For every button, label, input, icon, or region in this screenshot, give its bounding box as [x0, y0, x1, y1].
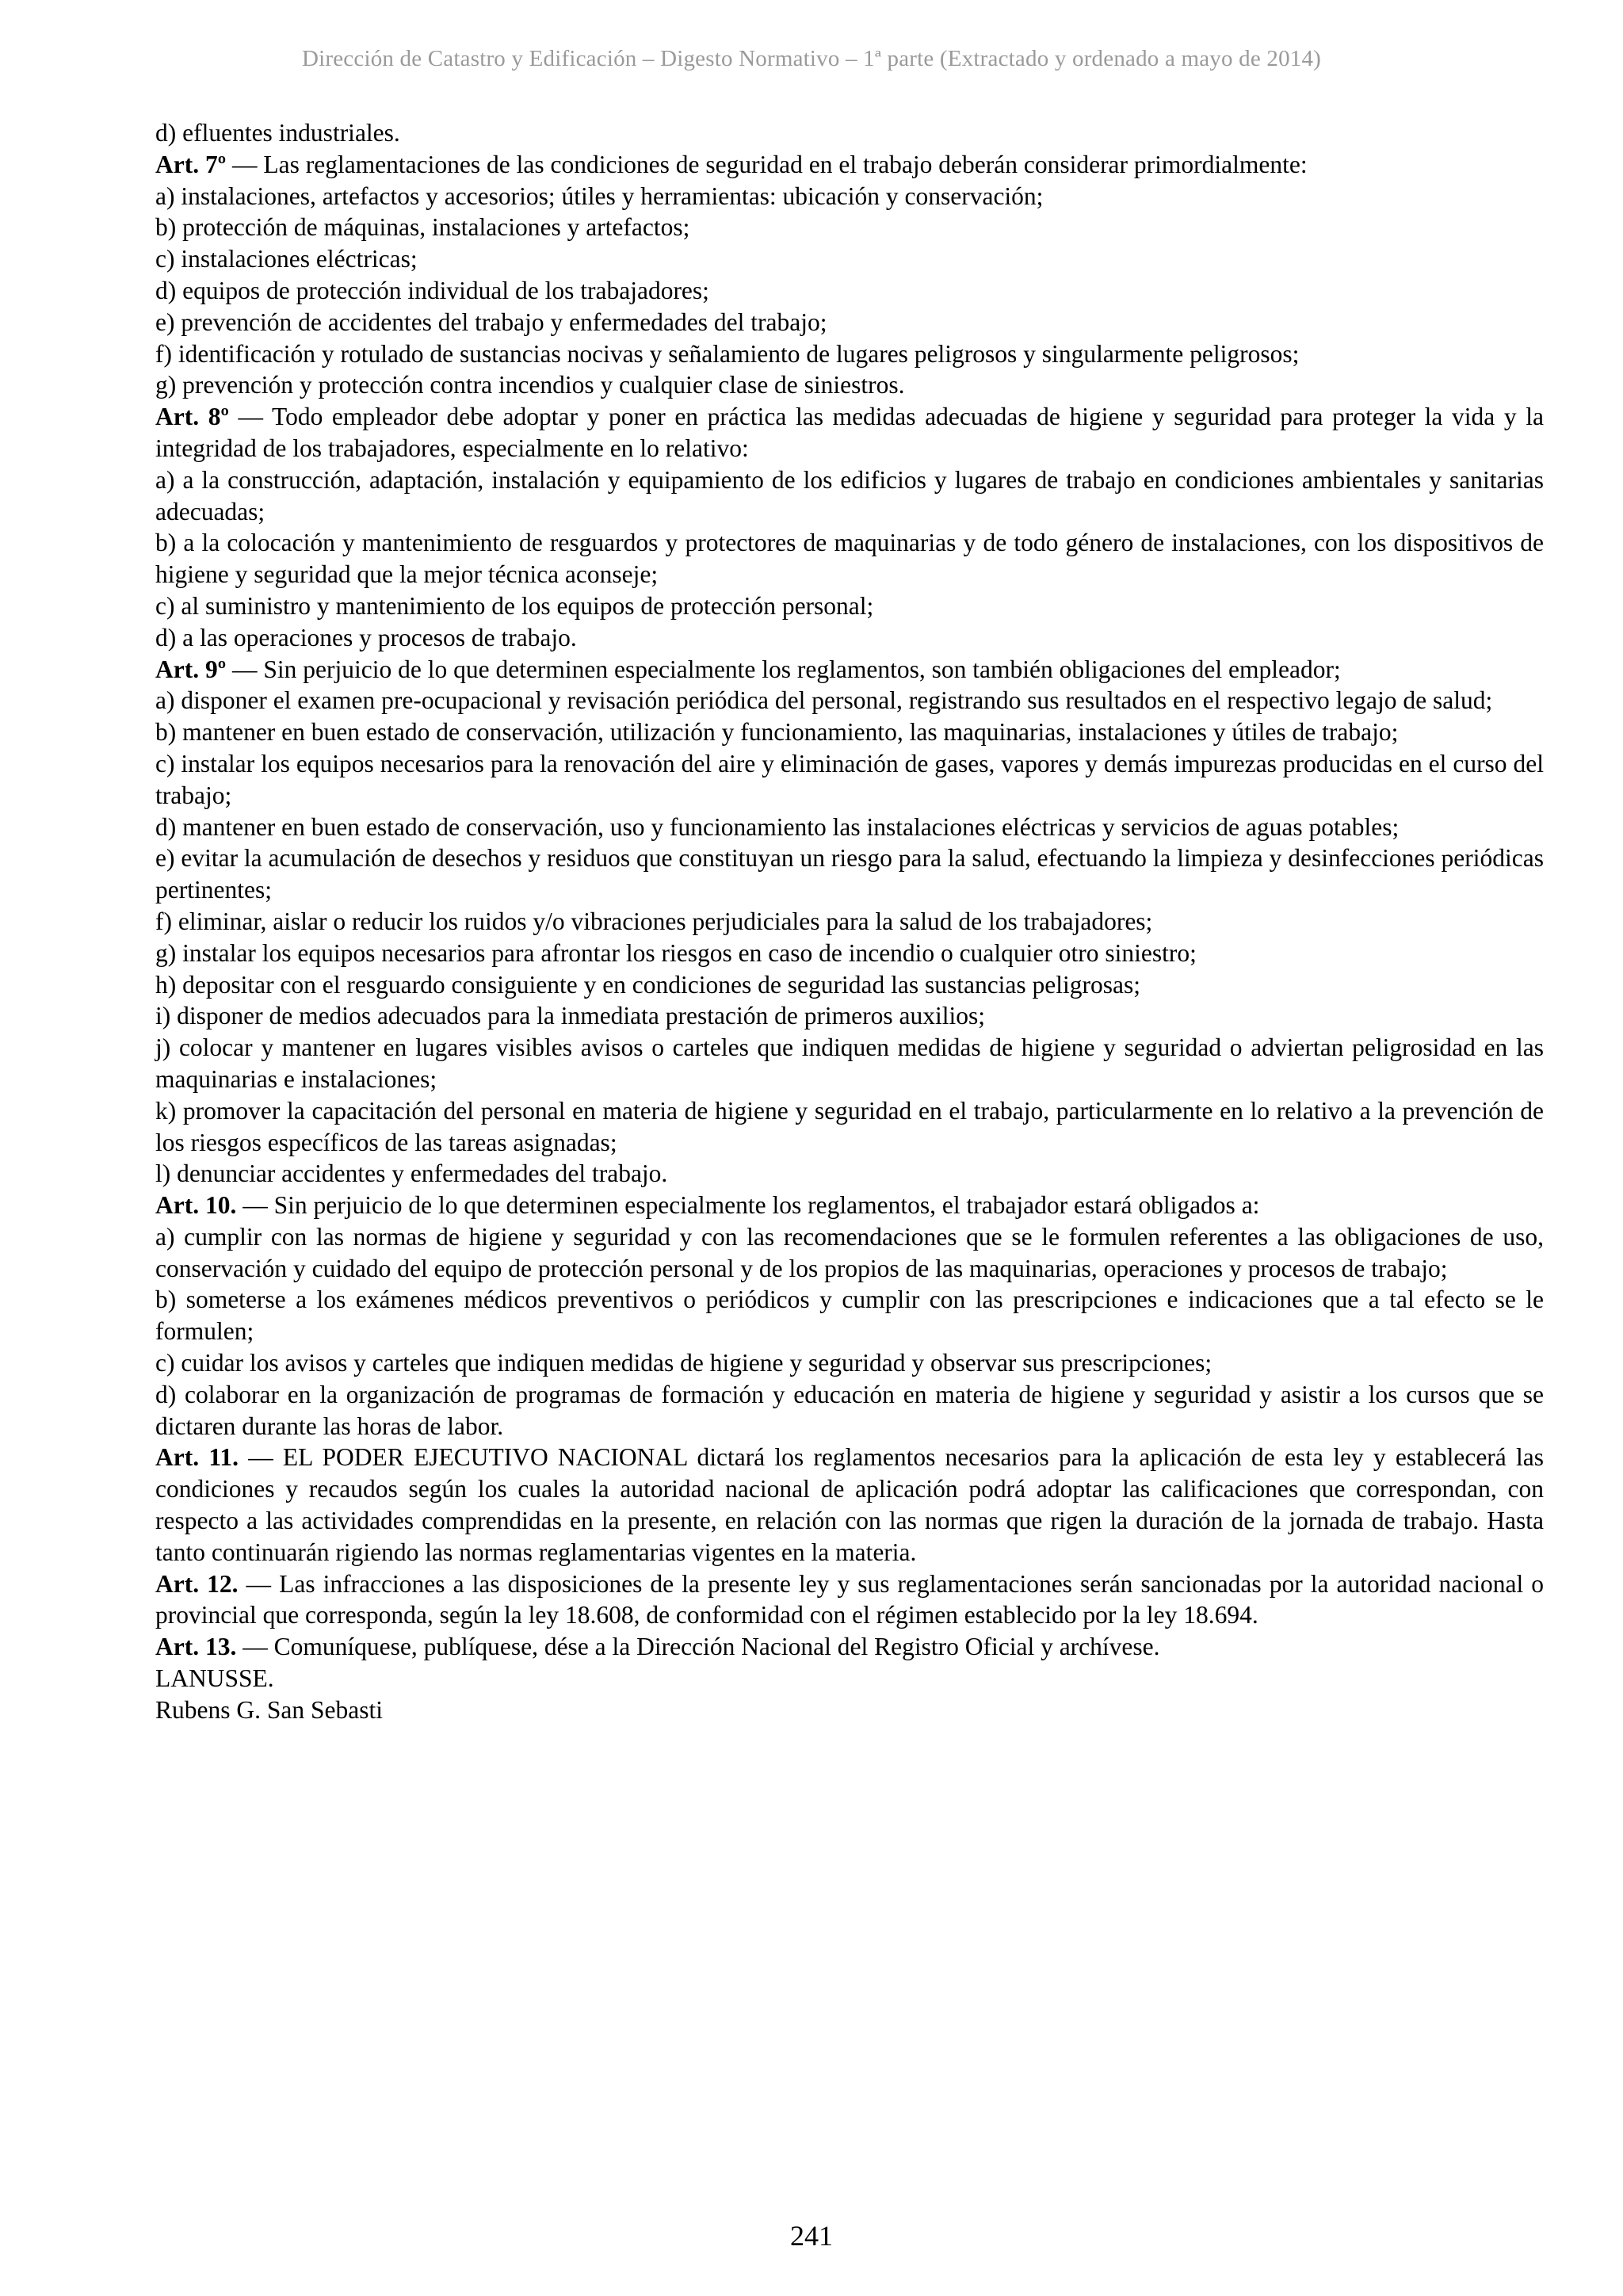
paragraph — [155, 307, 1544, 338]
paragraph-text: b) protección de máquinas, instalaciones y artefactos; — [155, 213, 690, 242]
paragraph-text: c) instalar los equipos necesarios para la renovación del aire y eliminación de gases, vapores y demás impurezas producidas en el curso del trabajo; — [155, 749, 1544, 809]
article-label: Art. 10. — [155, 1191, 237, 1220]
paragraph-text: k) promover la capacitación del personal en materia de higiene y seguridad en el trabajo, particularmente en lo relativo a la prevención de los riesgos específicos de las tareas asignadas; — [155, 1096, 1544, 1156]
article-label: Art. 12. — [155, 1569, 239, 1598]
paragraph — [155, 748, 1544, 812]
signature-line — [155, 1694, 1544, 1726]
signature-line — [155, 1663, 1544, 1694]
paragraph — [155, 181, 1544, 212]
paragraph-text: a) cumplir con las normas de higiene y seguridad y con las recomendaciones que se le formulen referentes a las obligaciones de uso, conservación y cuidado del equipo de protección personal y de los propios de las maquinarias, operaciones y procesos de trabajo; — [155, 1222, 1544, 1282]
paragraph — [155, 938, 1544, 969]
paragraph — [155, 716, 1544, 748]
running-header: Dirección de Catastro y Edificación – Digesto Normativo – 1ª parte (Extractado y ordenado a mayo de 2014) — [301, 46, 1322, 71]
paragraph — [155, 369, 1544, 401]
paragraph — [155, 812, 1544, 843]
paragraph-text: — Sin perjuicio de lo que determinen especialmente los reglamentos, son también obligaciones del empleador; — [226, 655, 1341, 683]
paragraph-text: l) denunciar accidentes y enfermedades del trabajo. — [155, 1159, 668, 1188]
paragraph-text: a) disponer el examen pre-ocupacional y revisación periódica del personal, registrando sus resultados en el respectivo legajo de salud; — [155, 686, 1493, 715]
paragraph — [155, 1631, 1544, 1663]
paragraph — [155, 275, 1544, 307]
paragraph — [155, 906, 1544, 938]
paragraph-text: a) instalaciones, artefactos y accesorios; útiles y herramientas: ubicación y conservación; — [155, 181, 1044, 210]
article-label: Art. 11. — [155, 1443, 239, 1472]
paragraph — [155, 685, 1544, 716]
paragraph-text: d) mantener en buen estado de conservación, uso y funcionamiento las instalaciones eléctricas y servicios de aguas potables; — [155, 812, 1400, 841]
paragraph — [155, 622, 1544, 654]
paragraph — [155, 338, 1544, 370]
paragraph-text: i) disponer de medios adecuados para la inmediata prestación de primeros auxilios; — [155, 1002, 986, 1030]
paragraph — [155, 1158, 1544, 1190]
paragraph — [155, 654, 1544, 686]
body-text — [155, 117, 1544, 1726]
paragraph-text: f) identificación y rotulado de sustancias nocivas y señalamiento de lugares peligrosos y singularmente peligrosos; — [155, 339, 1300, 368]
paragraph — [155, 1284, 1544, 1347]
paragraph-text: j) colocar y mantener en lugares visibles avisos o carteles que indiquen medidas de higiene y seguridad o adviertan peligrosidad en las maquinarias e instalaciones; — [155, 1033, 1544, 1093]
paragraph — [155, 464, 1544, 528]
paragraph-text: g) prevención y protección contra incendios y cualquier clase de siniestros. — [155, 371, 905, 399]
paragraph-text: a) a la construcción, adaptación, instalación y equipamiento de los edificios y lugares de trabajo en condiciones ambientales y sanitarias adecuadas; — [155, 465, 1544, 525]
paragraph — [155, 1000, 1544, 1032]
paragraph-text: — Todo empleador debe adoptar y poner en práctica las medidas adecuadas de higiene y seguridad para proteger la vida y la integridad de los trabajadores, especialmente en lo relativo: — [155, 403, 1544, 462]
paragraph — [155, 1190, 1544, 1221]
paragraph — [155, 590, 1544, 622]
paragraph — [155, 1442, 1544, 1568]
paragraph — [155, 243, 1544, 275]
paragraph-text: c) instalaciones eléctricas; — [155, 245, 418, 273]
paragraph-text: — Las reglamentaciones de las condiciones de seguridad en el trabajo deberán considerar primordialmente: — [226, 150, 1308, 178]
paragraph — [155, 1032, 1544, 1095]
paragraph — [155, 527, 1544, 590]
paragraph-text: e) evitar la acumulación de desechos y residuos que constituyan un riesgo para la salud, efectuando la limpieza y desinfecciones periódicas pertinentes; — [155, 844, 1544, 904]
paragraph — [155, 149, 1544, 181]
paragraph-text: b) someterse a los exámenes médicos preventivos o periódicos y cumplir con las prescripciones e indicaciones que a tal efecto se le formulen; — [155, 1286, 1544, 1346]
article-label: Art. 8º — [155, 403, 229, 431]
paragraph-text: d) colaborar en la organización de programas de formación y educación en materia de higiene y seguridad y asistir a los cursos que se dictaren durante las horas de labor. — [155, 1380, 1544, 1440]
paragraph-text: c) cuidar los avisos y carteles que indiquen medidas de higiene y seguridad y observar sus prescripciones; — [155, 1349, 1212, 1377]
paragraph-text: d) efluentes industriales. — [155, 119, 400, 147]
paragraph — [155, 1347, 1544, 1379]
page-number: 241 — [790, 2220, 833, 2252]
paragraph-text: d) equipos de protección individual de los trabajadores; — [155, 276, 709, 304]
paragraph-text: g) instalar los equipos necesarios para afrontar los riesgos en caso de incendio o cualquier otro siniestro; — [155, 938, 1197, 967]
paragraph-text: Rubens G. San Sebasti — [155, 1695, 383, 1724]
paragraph-text: c) al suministro y mantenimiento de los equipos de protección personal; — [155, 591, 874, 620]
paragraph-text: — Comuníquese, publíquese, dése a la Dirección Nacional del Registro Oficial y archívese. — [236, 1633, 1160, 1661]
paragraph-text: — Las infracciones a las disposiciones de la presente ley y sus reglamentaciones serán sancionadas por la autoridad nacional o provincial que corresponda, según la ley 18.608, de conformidad con el régimen establecido por la ley 18.694. — [155, 1569, 1544, 1629]
paragraph — [155, 969, 1544, 1001]
paragraph — [155, 1379, 1544, 1442]
paragraph-text: f) eliminar, aislar o reducir los ruidos y/o vibraciones perjudiciales para la salud de los trabajadores; — [155, 907, 1153, 935]
paragraph — [155, 1568, 1544, 1632]
paragraph — [155, 212, 1544, 243]
paragraph-text: e) prevención de accidentes del trabajo y enfermedades del trabajo; — [155, 308, 827, 336]
paragraph — [155, 117, 1544, 149]
paragraph-text: b) mantener en buen estado de conservación, utilización y funcionamiento, las maquinarias, instalaciones y útiles de trabajo; — [155, 718, 1399, 747]
paragraph — [155, 1095, 1544, 1159]
paragraph-text: — EL PODER EJECUTIVO NACIONAL dictará los reglamentos necesarios para la aplicación de esta ley y establecerá las condiciones y recaudos según los cuales la autoridad nacional de aplicación podrá adoptar las calificaciones que correspondan, con respecto a las actividades comprendidas en la presente, en relación con las normas que rigen la duración de la jornada de trabajo. Hasta tanto continuarán rigiendo las normas reglamentarias vigentes en la materia. — [155, 1443, 1544, 1566]
article-label: Art. 13. — [155, 1633, 237, 1661]
paragraph-text: h) depositar con el resguardo consiguiente y en condiciones de seguridad las sustancias peligrosas; — [155, 970, 1141, 999]
paragraph-text: d) a las operaciones y procesos de trabajo. — [155, 623, 577, 651]
article-label: Art. 7º — [155, 150, 227, 178]
paragraph — [155, 401, 1544, 464]
paragraph — [155, 842, 1544, 906]
paragraph-text: — Sin perjuicio de lo que determinen especialmente los reglamentos, el trabajador estará obligados a: — [236, 1191, 1260, 1220]
paragraph-text: LANUSSE. — [155, 1664, 274, 1693]
paragraph-text: b) a la colocación y mantenimiento de resguardos y protectores de maquinarias y de todo género de instalaciones, con los dispositivos de higiene y seguridad que la mejor técnica aconseje; — [155, 529, 1544, 589]
article-label: Art. 9º — [155, 655, 227, 683]
paragraph — [155, 1221, 1544, 1285]
